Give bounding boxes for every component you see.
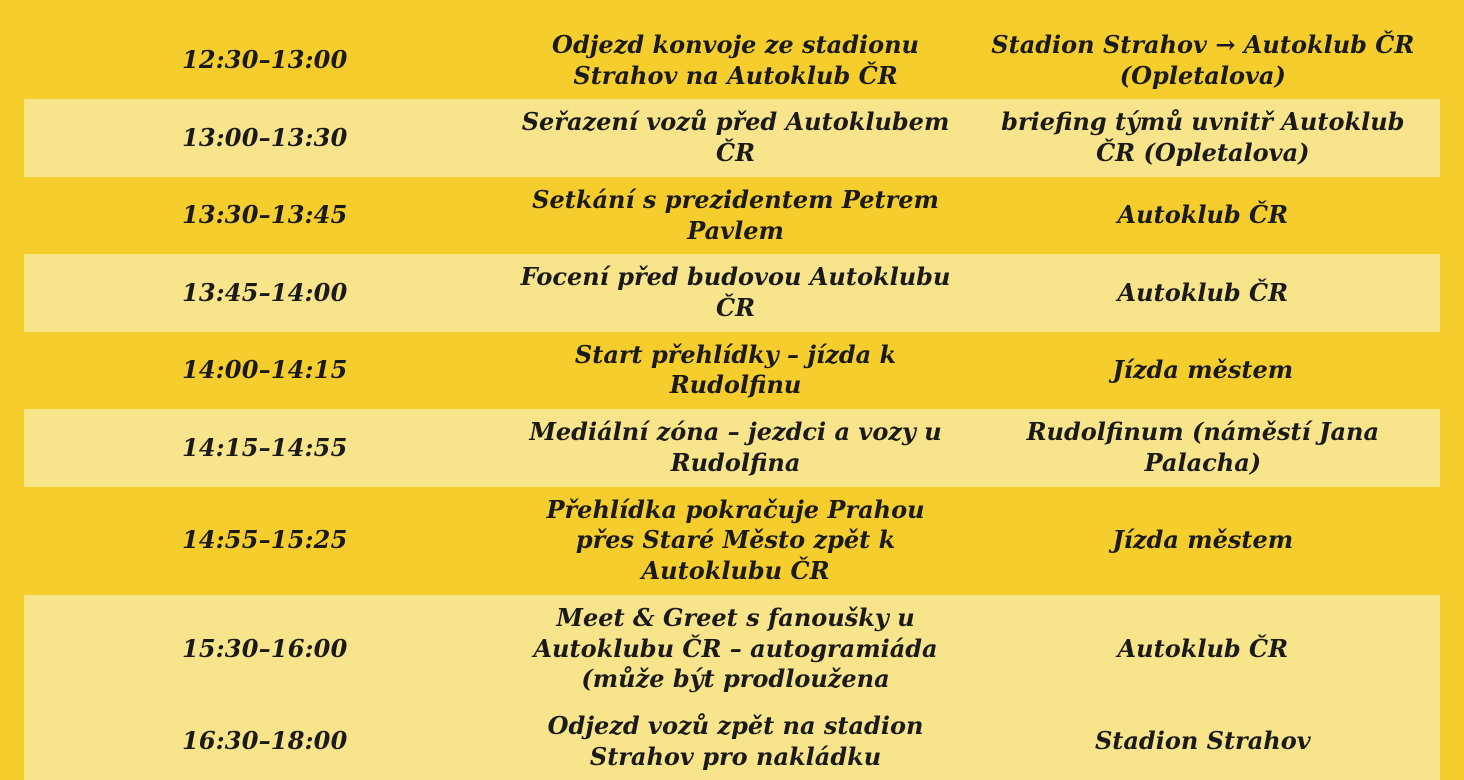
table-row	[24, 487, 1440, 595]
cell-activity: Přehlídka pokračuje Prahou přes Staré Město zpět k Autoklubu ČR	[505, 487, 965, 595]
table-row	[24, 409, 1440, 486]
cell-activity: Setkání s prezidentem Petrem Pavlem	[505, 177, 965, 254]
cell-time: 12:30–13:00	[24, 22, 505, 99]
table-row	[24, 595, 1440, 703]
table-row	[24, 703, 1440, 780]
cell-place: Autoklub ČR	[966, 254, 1440, 331]
table-row	[24, 22, 1440, 99]
cell-activity: Start přehlídky – jízda k Rudolfinu	[505, 332, 965, 409]
table-row	[24, 177, 1440, 254]
cell-time: 14:55–15:25	[24, 487, 505, 595]
cell-activity: Mediální zóna – jezdci a vozy u Rudolfina	[505, 409, 965, 486]
cell-place: Jízda městem	[966, 332, 1440, 409]
cell-activity: Odjezd vozů zpět na stadion Strahov pro nakládku	[505, 703, 965, 780]
cell-activity: Focení před budovou Autoklubu ČR	[505, 254, 965, 331]
schedule-table	[24, 22, 1440, 780]
schedule-table-body	[24, 22, 1440, 780]
cell-time: 13:00–13:30	[24, 99, 505, 176]
cell-place: Rudolfinum (náměstí Jana Palacha)	[966, 409, 1440, 486]
cell-time: 15:30–16:00	[24, 595, 505, 703]
cell-place: Stadion Strahov → Autoklub ČR (Opletalova)	[966, 22, 1440, 99]
table-row	[24, 254, 1440, 331]
cell-place: Autoklub ČR	[966, 595, 1440, 703]
table-row	[24, 99, 1440, 176]
cell-activity: Meet & Greet s fanoušky u Autoklubu ČR – autogramiáda (může být prodloužena	[505, 595, 965, 703]
cell-place: briefing týmů uvnitř Autoklub ČR (Opletalova)	[966, 99, 1440, 176]
cell-place: Jízda městem	[966, 487, 1440, 595]
cell-place: Autoklub ČR	[966, 177, 1440, 254]
cell-place: Stadion Strahov	[966, 703, 1440, 780]
cell-time: 16:30–18:00	[24, 703, 505, 780]
cell-time: 13:45–14:00	[24, 254, 505, 331]
cell-time: 14:15–14:55	[24, 409, 505, 486]
cell-activity: Seřazení vozů před Autoklubem ČR	[505, 99, 965, 176]
table-row	[24, 332, 1440, 409]
cell-time: 13:30–13:45	[24, 177, 505, 254]
cell-activity: Odjezd konvoje ze stadionu Strahov na Autoklub ČR	[505, 22, 965, 99]
cell-time: 14:00–14:15	[24, 332, 505, 409]
